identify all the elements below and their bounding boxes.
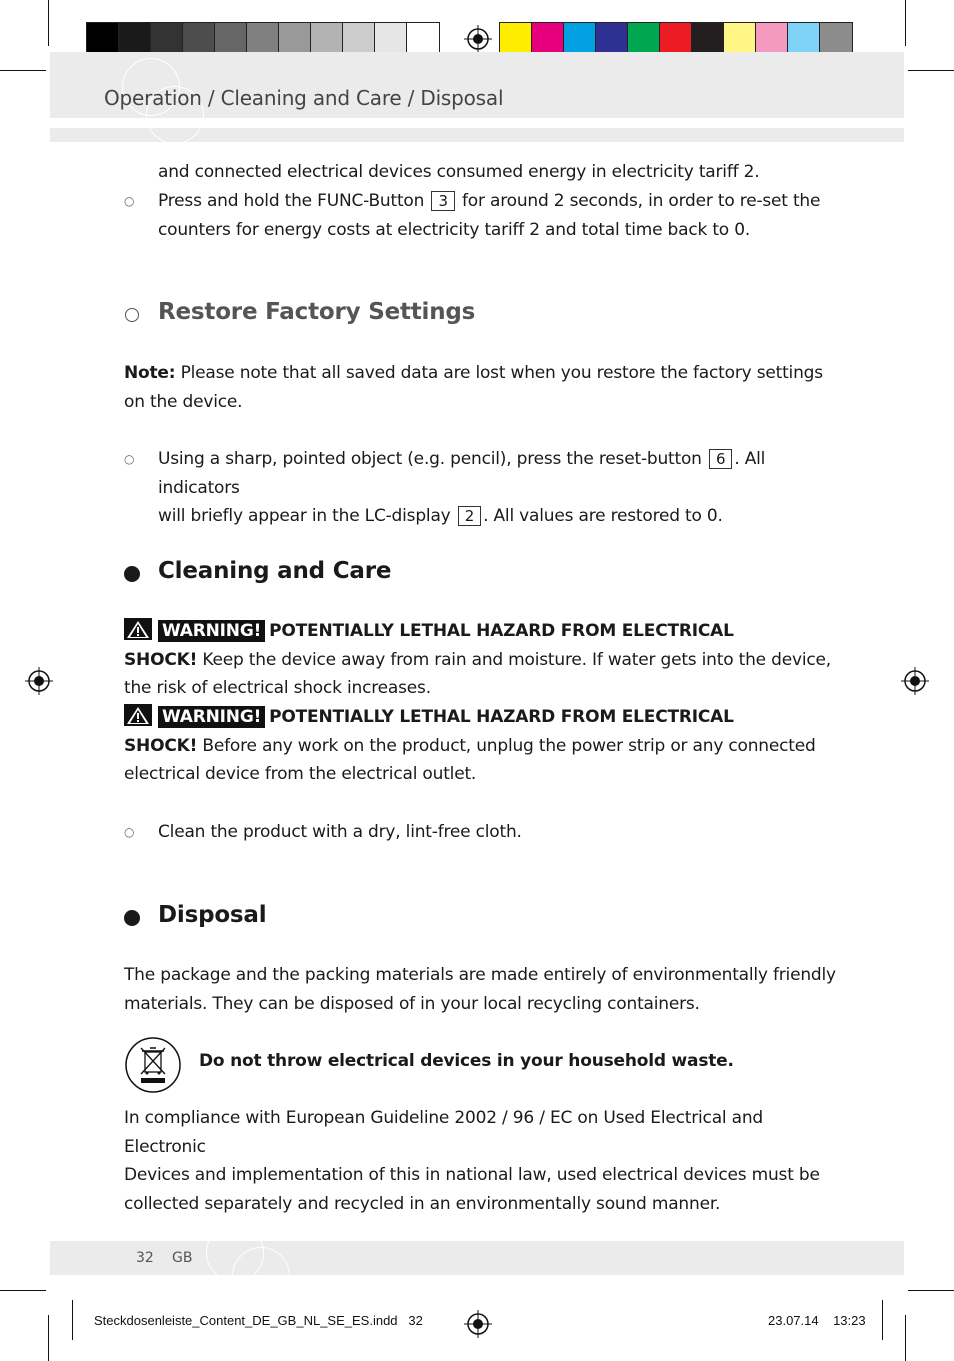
- crop-mark: [908, 70, 954, 71]
- bullet-icon: ○: [124, 825, 135, 839]
- color-swatch: [820, 23, 852, 55]
- color-swatch: [756, 23, 788, 55]
- disposal-text: materials. They can be disposed of in your local recycling containers.: [124, 993, 700, 1014]
- decorative-circle: [232, 1247, 290, 1305]
- func-step-text: counters for energy costs at electricity tariff 2 and total time back to 0.: [158, 219, 751, 240]
- warning-triangle-icon: [124, 618, 152, 640]
- warning-badge: WARNING!: [158, 620, 265, 642]
- warning-text: electrical device from the electrical outlet.: [124, 764, 477, 785]
- note-text: on the device.: [124, 391, 243, 412]
- color-swatch: [375, 23, 407, 55]
- restore-heading: Restore Factory Settings: [158, 299, 476, 325]
- slug-file: Steckdosenleiste_Content_DE_GB_NL_SE_ES.indd: [94, 1313, 398, 1328]
- crop-mark: [0, 70, 46, 71]
- crop-mark: [908, 1290, 954, 1291]
- warning-shock: SHOCK!: [124, 735, 198, 756]
- intro-line: and connected electrical devices consumed energy in electricity tariff 2.: [158, 162, 760, 182]
- color-swatch: [247, 23, 279, 55]
- color-swatch: [532, 23, 564, 55]
- cleaning-step: Clean the product with a dry, lint-free cloth.: [158, 822, 522, 842]
- registration-mark-icon: [464, 1310, 492, 1338]
- registration-mark-icon: [25, 667, 53, 695]
- color-swatch: [343, 23, 375, 55]
- lc-display-reference: 2: [458, 506, 481, 526]
- warning-title: POTENTIALLY LETHAL HAZARD FROM ELECTRICAL: [269, 707, 734, 727]
- bullet-icon: ○: [124, 194, 135, 208]
- color-swatch: [628, 23, 660, 55]
- warning-text: Before any work on the product, unplug the power strip or any connected: [202, 735, 816, 756]
- color-swatch: [500, 23, 532, 55]
- warning-title: POTENTIALLY LETHAL HAZARD FROM ELECTRICAL: [269, 621, 734, 641]
- restore-step-text: will briefly appear in the LC-display: [158, 506, 451, 527]
- color-swatch: [151, 23, 183, 55]
- grayscale-calibration-bar: [86, 22, 440, 56]
- process-color-calibration-bar: [499, 22, 853, 56]
- crop-mark: [72, 1300, 73, 1340]
- warning-text: the risk of electrical shock increases.: [124, 678, 431, 699]
- law-text: Devices and implementation of this in national law, used electrical devices must be: [124, 1165, 820, 1186]
- reset-button-reference: 6: [709, 449, 732, 469]
- slug-date: 23.07.14: [768, 1313, 819, 1328]
- func-step: [158, 187, 838, 244]
- crop-mark: [905, 1315, 906, 1361]
- slug-filename: [94, 1313, 423, 1328]
- law-text: In compliance with European Guideline 2002 / 96 / EC on Used Electrical and Electronic: [124, 1108, 764, 1157]
- page-title: Operation / Cleaning and Care / Disposal: [104, 86, 504, 110]
- color-swatch: [311, 23, 343, 55]
- func-step-text: for around 2 seconds, in order to re-set the: [462, 191, 821, 211]
- warning-shock: SHOCK!: [124, 649, 198, 670]
- crop-mark: [48, 0, 49, 46]
- func-button-reference: 3: [431, 191, 454, 211]
- color-swatch: [87, 23, 119, 55]
- section-dot-icon: [124, 566, 140, 582]
- color-swatch: [692, 23, 724, 55]
- color-swatch: [596, 23, 628, 55]
- crossed-out-bin-icon: [124, 1036, 182, 1094]
- func-step-text: Press and hold the FUNC-Button: [158, 191, 425, 211]
- warning-block-1: [124, 617, 834, 703]
- color-swatch: [407, 23, 439, 55]
- law-text: collected separately and recycled in an environmentally sound manner.: [124, 1193, 721, 1214]
- warning-block-2: [124, 703, 834, 789]
- page-number: 32: [136, 1250, 154, 1266]
- warning-badge: WARNING!: [158, 706, 265, 728]
- crop-mark: [882, 1300, 883, 1340]
- slug-page: 32: [408, 1313, 423, 1328]
- language-code: GB: [172, 1250, 193, 1266]
- color-swatch: [119, 23, 151, 55]
- section-open-dot-icon: [125, 308, 139, 322]
- section-dot-icon: [124, 910, 140, 926]
- warning-text: Keep the device away from rain and moisture. If water gets into the device,: [202, 649, 831, 670]
- restore-step-text: . All values are restored to 0.: [483, 506, 723, 527]
- crop-mark: [0, 1290, 46, 1291]
- restore-step-text: . All indicators: [158, 449, 766, 498]
- color-swatch: [183, 23, 215, 55]
- warning-triangle-icon: [124, 704, 152, 726]
- crop-mark: [905, 0, 906, 46]
- restore-step-text: Using a sharp, pointed object (e.g. pencil), press the reset-button: [158, 449, 702, 469]
- restore-note: [124, 359, 834, 416]
- disposal-paragraph: [124, 961, 844, 1018]
- slug-datetime: [768, 1313, 866, 1328]
- color-swatch: [724, 23, 756, 55]
- color-swatch: [564, 23, 596, 55]
- color-swatch: [788, 23, 820, 55]
- registration-mark-icon: [464, 25, 492, 53]
- color-swatch: [660, 23, 692, 55]
- cleaning-heading: Cleaning and Care: [158, 558, 392, 584]
- bullet-icon: ○: [124, 452, 135, 466]
- disposal-heading: Disposal: [158, 902, 267, 928]
- note-text: Please note that all saved data are lost when you restore the factory settings: [180, 363, 823, 383]
- registration-mark-icon: [901, 667, 929, 695]
- color-swatch: [279, 23, 311, 55]
- restore-step: [158, 445, 848, 531]
- note-label: Note:: [124, 363, 176, 383]
- color-swatch: [215, 23, 247, 55]
- crop-mark: [48, 1315, 49, 1361]
- weee-notice: Do not throw electrical devices in your household waste.: [199, 1051, 734, 1071]
- disposal-text: The package and the packing materials are made entirely of environmentally friendly: [124, 965, 836, 985]
- law-paragraph: [124, 1104, 844, 1218]
- slug-time: 13:23: [833, 1313, 866, 1328]
